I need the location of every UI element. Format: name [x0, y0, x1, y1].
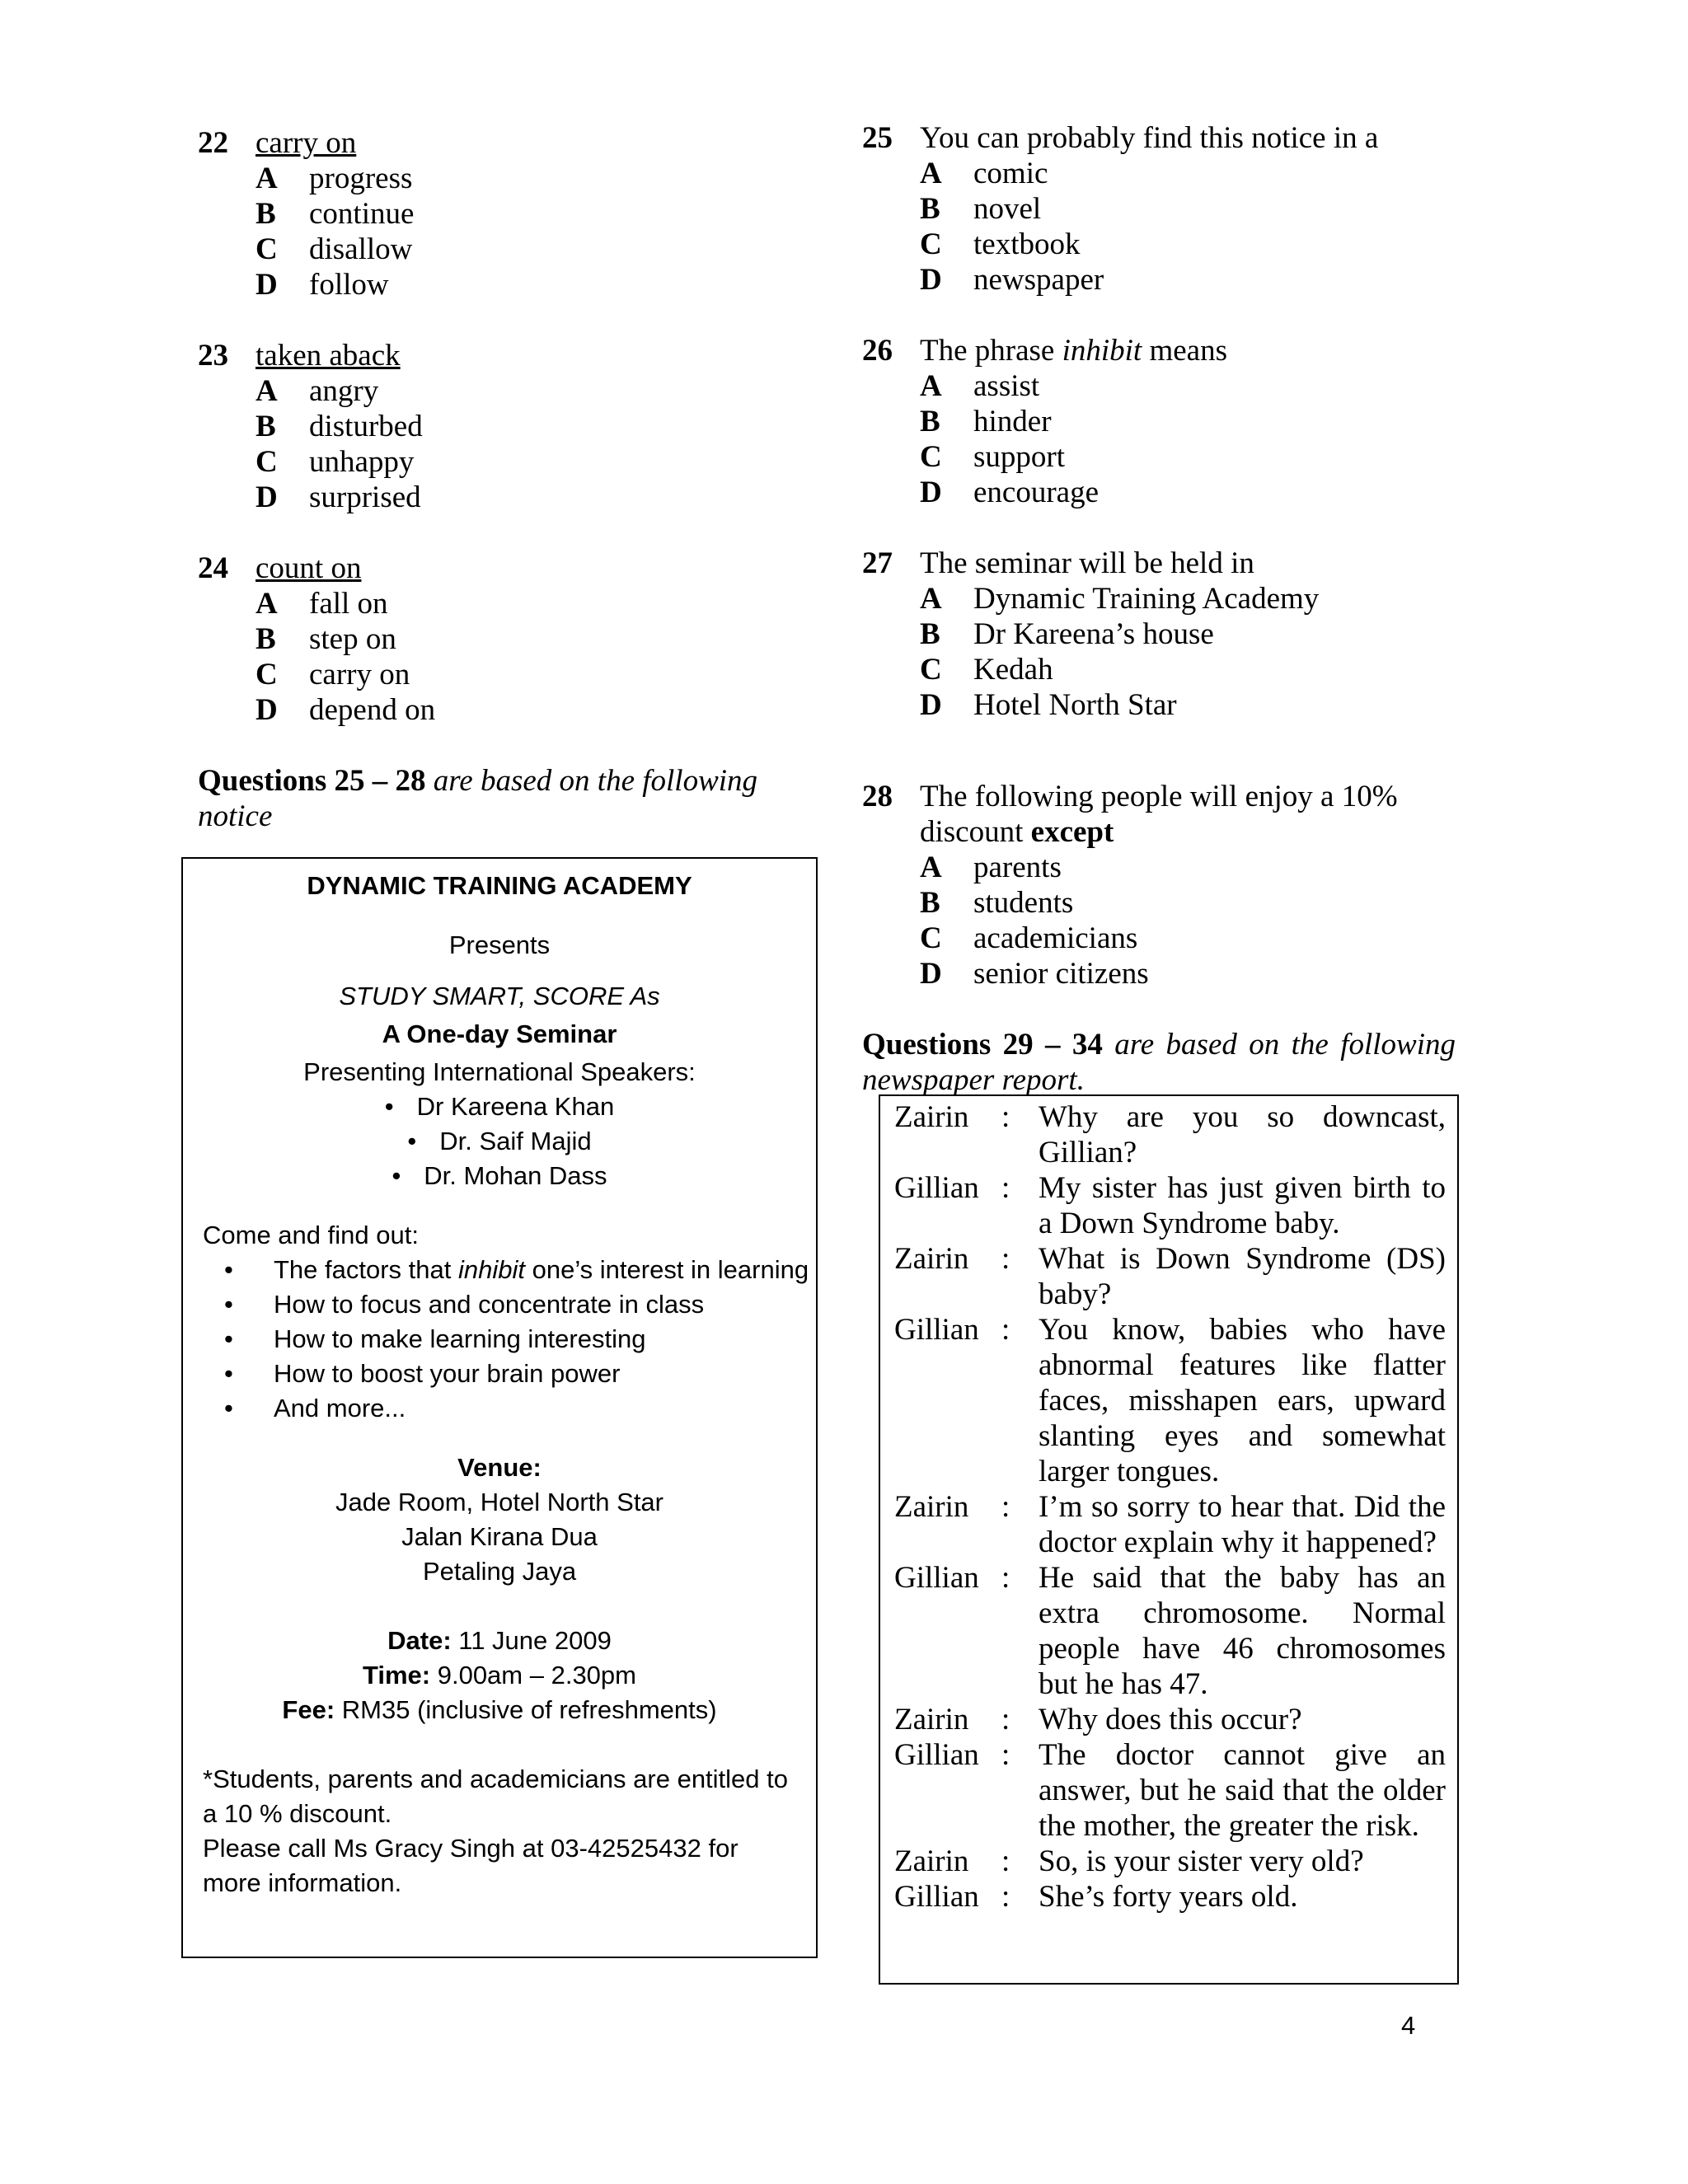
speaker-name: Zairin [894, 1100, 969, 1134]
question-number: 22 [198, 126, 228, 160]
dialogue-text: She’s forty years old. [1039, 1880, 1298, 1914]
speaker-name: Zairin [894, 1242, 969, 1276]
dialogue-text: What is Down Syndrome (DS) baby? [1039, 1242, 1446, 1311]
option-c: C carry on [256, 658, 410, 691]
question-number: 24 [198, 551, 228, 585]
find-out-item: • How to boost your brain power [274, 1357, 816, 1391]
question-number: 27 [862, 546, 893, 580]
option-c: C academicians [920, 921, 1138, 955]
question-number: 26 [862, 334, 893, 368]
right-column [862, 120, 1456, 1098]
dialogue-text: You know, babies who have abnormal features like flatter faces, misshapen ears, upward slanting eyes and somewhat larger tongues. [1039, 1313, 1446, 1488]
dialogue-line: Zairin : Why does this occur? [894, 1702, 1446, 1737]
option-d: D encourage [920, 476, 1100, 509]
page-number: 4 [1401, 2011, 1416, 2040]
dialogue-text: Why are you so downcast, Gillian? [1039, 1100, 1446, 1169]
speaker-name: Gillian [894, 1880, 979, 1914]
option-b: B step on [256, 622, 396, 656]
option-a: A comic [920, 157, 1048, 190]
option-b: B disturbed [256, 410, 423, 443]
speaker-item: • Dr. Saif Majid [183, 1124, 816, 1159]
option-a: A angry [256, 374, 379, 408]
venue-line: Petaling Jaya [422, 1557, 577, 1586]
speaker-name: Gillian [894, 1313, 979, 1347]
question-stem: The phrase inhibit means [920, 334, 1227, 368]
contact-note: Please call Ms Gracy Singh at 03-42525432 for more information. [203, 1834, 738, 1897]
dialogue-line: Zairin : Why are you so downcast, Gillian? [894, 1100, 1446, 1169]
notice-seminar: A One-day Seminar [382, 1019, 617, 1048]
question-number: 25 [862, 121, 893, 155]
left-column [198, 125, 820, 834]
venue-line: Jalan Kirana Dua [401, 1522, 598, 1551]
time-line: Time: 9.00am – 2.30pm [362, 1661, 636, 1690]
find-out-item: • The factors that inhibit one’s interest in learning [274, 1253, 816, 1287]
dialogue-text: I’m so sorry to hear that. Did the doctor explain why it happened? [1039, 1490, 1446, 1559]
speaker-item: • Dr. Mohan Dass [183, 1159, 816, 1193]
option-d: D follow [256, 268, 389, 302]
option-a: A fall on [256, 587, 388, 621]
venue-line: Jade Room, Hotel North Star [335, 1488, 663, 1516]
speaker-name: Zairin [894, 1844, 969, 1878]
dialogue-text: The doctor cannot give an answer, but he said that the older the mother, the greater the risk. [1039, 1738, 1446, 1843]
question-23 [198, 338, 820, 515]
fee-line: Fee: RM35 (inclusive of refreshments) [282, 1695, 717, 1724]
dialogue-text: Why does this occur? [1039, 1703, 1302, 1736]
option-d: D newspaper [920, 263, 1104, 297]
find-out-item: • How to make learning interesting [274, 1322, 816, 1357]
notice-box [181, 857, 818, 1958]
option-d: D senior citizens [920, 957, 1149, 991]
dialogue-text: He said that the baby has an extra chromosome. Normal people have 46 chromosomes but he has 47. [1039, 1561, 1446, 1701]
dialogue-line: Zairin : I’m so sorry to hear that. Did the doctor explain why it happened? [894, 1490, 1446, 1559]
date-line: Date: 11 June 2009 [387, 1626, 612, 1655]
dialogue-text: My sister has just given birth to a Down Syndrome baby. [1039, 1171, 1446, 1240]
option-a: A progress [256, 162, 413, 195]
dialogue-line: Gillian : He said that the baby has an extra chromosome. Normal people have 46 chromosomes but he has 47. [894, 1561, 1446, 1701]
speaker-name: Gillian [894, 1171, 979, 1205]
speaker-name: Zairin [894, 1703, 969, 1736]
question-25 [862, 120, 1456, 298]
dialogue-line: Zairin : What is Down Syndrome (DS) baby? [894, 1242, 1446, 1311]
option-c: C unhappy [256, 445, 415, 479]
question-number: 23 [198, 339, 228, 373]
question-28 [862, 779, 1456, 991]
speaker-name: Gillian [894, 1738, 979, 1772]
speaker-name: Zairin [894, 1490, 969, 1524]
notice-presents: Presents [448, 930, 551, 959]
option-c: C Kedah [920, 653, 1053, 687]
notice-title: DYNAMIC TRAINING ACADEMY [307, 871, 692, 900]
question-stem: The following people will enjoy a 10% discount except [920, 780, 1398, 849]
option-b: B hinder [920, 405, 1052, 438]
dialogue-line: Zairin : So, is your sister very old? [894, 1844, 1446, 1879]
discount-note: *Students, parents and academicians are entitled to a 10 % discount. [203, 1765, 789, 1828]
option-a: A Dynamic Training Academy [920, 582, 1320, 616]
dialogue-line: Gillian : The doctor cannot give an answer, but he said that the older the mother, the greater the risk. [894, 1738, 1446, 1843]
option-c: C support [920, 440, 1065, 474]
section-intro-25-28: Questions 25 – 28 are based on the following notice [198, 764, 758, 833]
option-d: D Hotel North Star [920, 688, 1177, 722]
option-b: B continue [256, 197, 415, 231]
question-22 [198, 125, 820, 302]
question-stem: carry on [256, 126, 357, 160]
question-stem: taken aback [256, 339, 401, 373]
option-b: B novel [920, 192, 1042, 226]
notice-speakers-heading: Presenting International Speakers: [303, 1057, 696, 1086]
question-stem: count on [256, 551, 362, 585]
speaker-item: • Dr Kareena Khan [183, 1090, 816, 1124]
dialogue-line: Gillian : You know, babies who have abnormal features like flatter faces, misshapen ears, upward slanting eyes and somewhat larger tongues. [894, 1313, 1446, 1488]
dialogue-line: Gillian : My sister has just given birth to a Down Syndrome baby. [894, 1171, 1446, 1240]
dialogue-box [879, 1094, 1459, 1985]
find-out-list [183, 1253, 816, 1426]
option-c: C disallow [256, 232, 413, 266]
section-intro-29-34: Questions 29 – 34 are based on the following newspaper report. [862, 1028, 1456, 1097]
find-out-heading: Come and find out: [203, 1221, 419, 1249]
speaker-list [183, 1090, 816, 1193]
notice-program: STUDY SMART, SCORE As [339, 982, 660, 1010]
speaker-name: Gillian [894, 1561, 979, 1595]
question-27 [862, 546, 1456, 723]
question-24 [198, 551, 820, 728]
option-b: B students [920, 886, 1074, 920]
question-stem: The seminar will be held in [920, 546, 1254, 580]
find-out-item: • And more... [274, 1391, 816, 1426]
option-b: B Dr Kareena’s house [920, 617, 1214, 651]
question-26 [862, 333, 1456, 510]
option-d: D depend on [256, 693, 436, 727]
dialogue-text: So, is your sister very old? [1039, 1844, 1364, 1878]
question-stem: You can probably find this notice in a [920, 121, 1379, 155]
venue-label: Venue: [457, 1453, 542, 1482]
option-d: D surprised [256, 480, 421, 514]
option-a: A assist [920, 369, 1040, 403]
option-c: C textbook [920, 227, 1081, 261]
question-number: 28 [862, 780, 893, 813]
find-out-item: • How to focus and concentrate in class [274, 1287, 816, 1322]
dialogue-line: Gillian : She’s forty years old. [894, 1879, 1446, 1915]
option-a: A parents [920, 851, 1062, 884]
